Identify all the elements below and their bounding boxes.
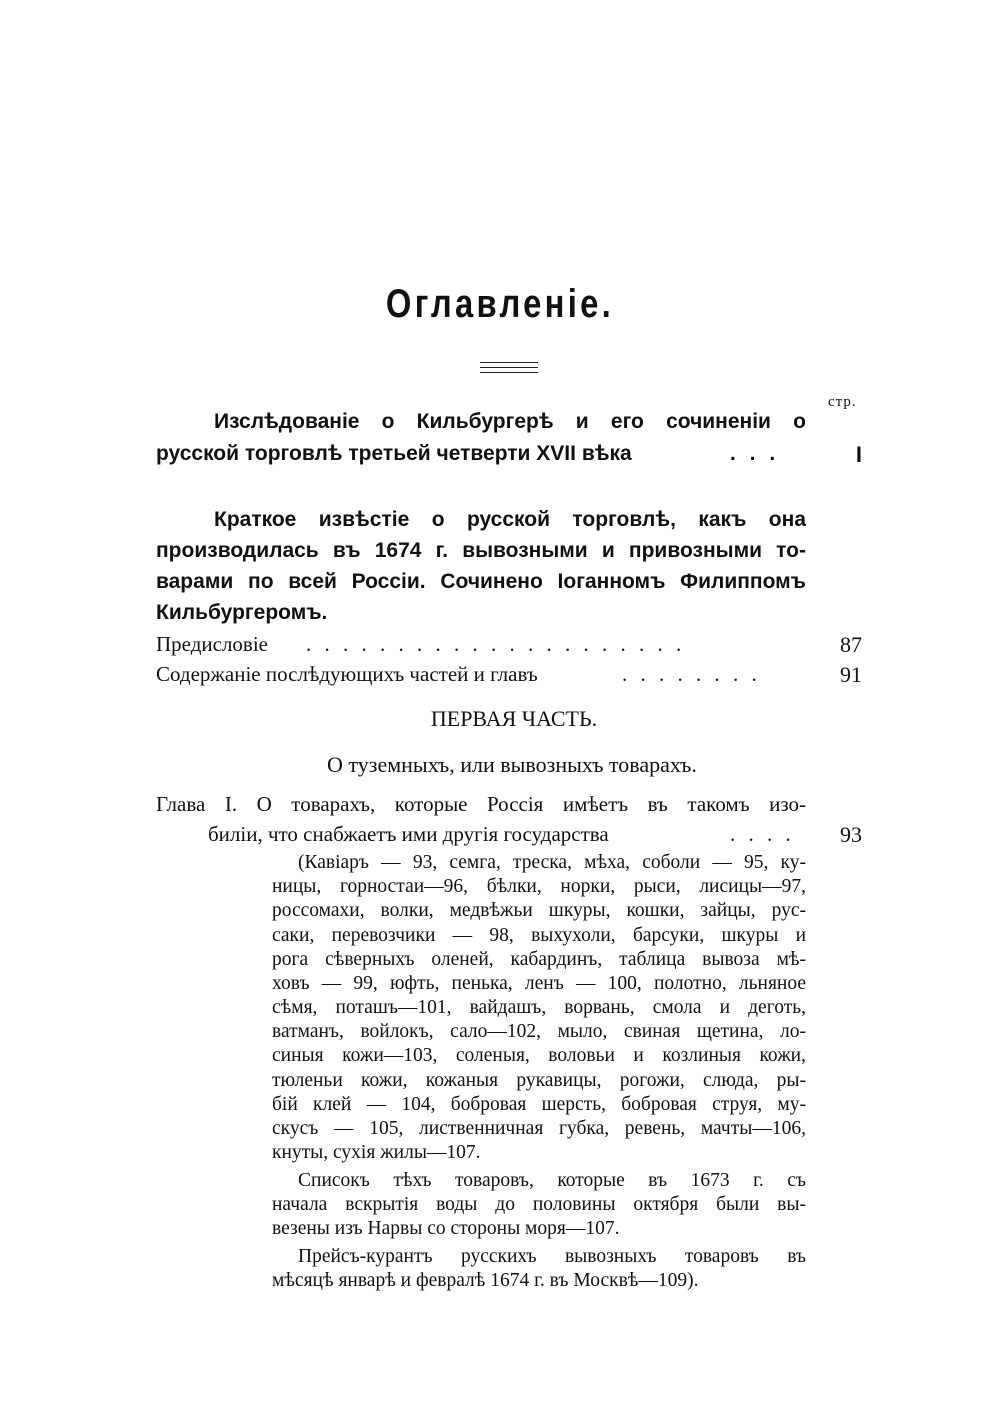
price-list-line: мѣсяцѣ январѣ и февралѣ 1674 г. въ Москвѣ—109). [272,1270,699,1291]
chapter-detail-line: бій клей — 104, бобровая шерсть, бобровая струя, му- [272,1094,806,1115]
toc-leader-dots: . . . [730,442,780,465]
toc-entry-brief-line3: варами по всей Россіи. Сочинено Іоганномъ Филиппомъ [156,570,806,593]
toc-entry-brief-line4: Кильбургеромъ. [156,601,328,624]
toc-page-number: 87 [840,632,862,657]
chapter-detail-line: (Кавіаръ — 93, семга, треска, мѣха, соболи — 95, ку- [298,852,806,873]
toc-page-number: 91 [840,662,862,687]
chapter-detail-line: саки, перевозчики — 98, выхухоли, барсуки, шкуры и [272,925,806,946]
page-column-label: стр. [828,394,857,410]
toc-leader-dots: . . . . . . . . . . . . . . . . . . . . . [306,632,686,656]
page-title: Оглавленіе. [385,282,615,326]
chapter-detail-line: ницы, горностаи—96, бѣлки, норки, рыси, лисицы—97, [272,876,806,897]
toc-page-number: I [855,442,862,467]
title-rule [480,362,538,363]
chapter-detail-line: сѣмя, поташъ—101, вайдашъ, ворвань, смола и деготь, [272,997,806,1018]
exports-list-line: Списокъ тѣхъ товаровъ, которые въ 1673 г. съ [298,1170,806,1191]
chapter-detail-line: ватманъ, войлокъ, сало—102, мыло, свиная щетина, ло- [272,1021,806,1042]
part-heading: ПЕРВАЯ ЧАСТЬ. [430,706,598,731]
toc-entry-brief-line1: Краткое извѣстіе о русской торговлѣ, какъ она [214,508,806,531]
toc-entry-brief-line2: производилась въ 1674 г. вывозными и привозными то- [156,539,806,562]
toc-leader-dots: . . . . [730,822,795,846]
chapter-detail-line: рога сѣверныхъ оленей, кабардинъ, таблица вывоза мѣ- [272,949,806,970]
toc-entry-study-line1: Изслѣдованіе о Кильбургерѣ и его сочиненіи о [214,410,806,433]
chapter-detail-line: тюленьи кожи, кожаныя рукавицы, рогожи, слюда, ры- [272,1070,806,1091]
chapter-detail-line: кнуты, сухія жилы—107. [272,1142,481,1163]
chapter-detail-line: скусъ — 105, лиственничная губка, ревень, мачты—106, [272,1118,806,1139]
toc-entry-preface: Предисловіе [156,632,269,656]
chapter-detail-line: ховъ — 99, юфть, пенька, ленъ — 100, полотно, льняное [272,973,806,994]
title-rule [480,367,538,368]
chapter-heading-line2: биліи, что снабжаетъ ими другія государства [208,822,609,846]
price-list-line: Прейсъ-курантъ русскихъ вывозныхъ товаровъ въ [298,1246,806,1267]
exports-list-line: везены изъ Нарвы со стороны моря—107. [272,1218,620,1239]
chapter-detail-line: россомахи, волки, медвѣжьи шкуры, кошки, зайцы, рус- [272,900,806,921]
part-subheading: О туземныхъ, или вывозныхъ товарахъ. [327,752,697,777]
toc-entry-study-line2: русской торговлѣ третьей четверти XVII вѣка [156,442,632,465]
chapter-detail-line: синыя кожи—103, соленыя, воловьи и козлиныя кожи, [272,1045,806,1066]
toc-leader-dots: . . . . . . . . [622,662,761,686]
chapter-heading-line1: Глава I. О товарахъ, которые Россія имѣетъ въ такомъ изо- [156,792,806,816]
toc-entry-contents: Содержаніе послѣдующихъ частей и главъ [156,662,538,686]
exports-list-line: начала вскрытія воды до половины октября были вы- [272,1194,806,1215]
title-rule [480,372,538,373]
toc-page-number: 93 [840,822,862,847]
